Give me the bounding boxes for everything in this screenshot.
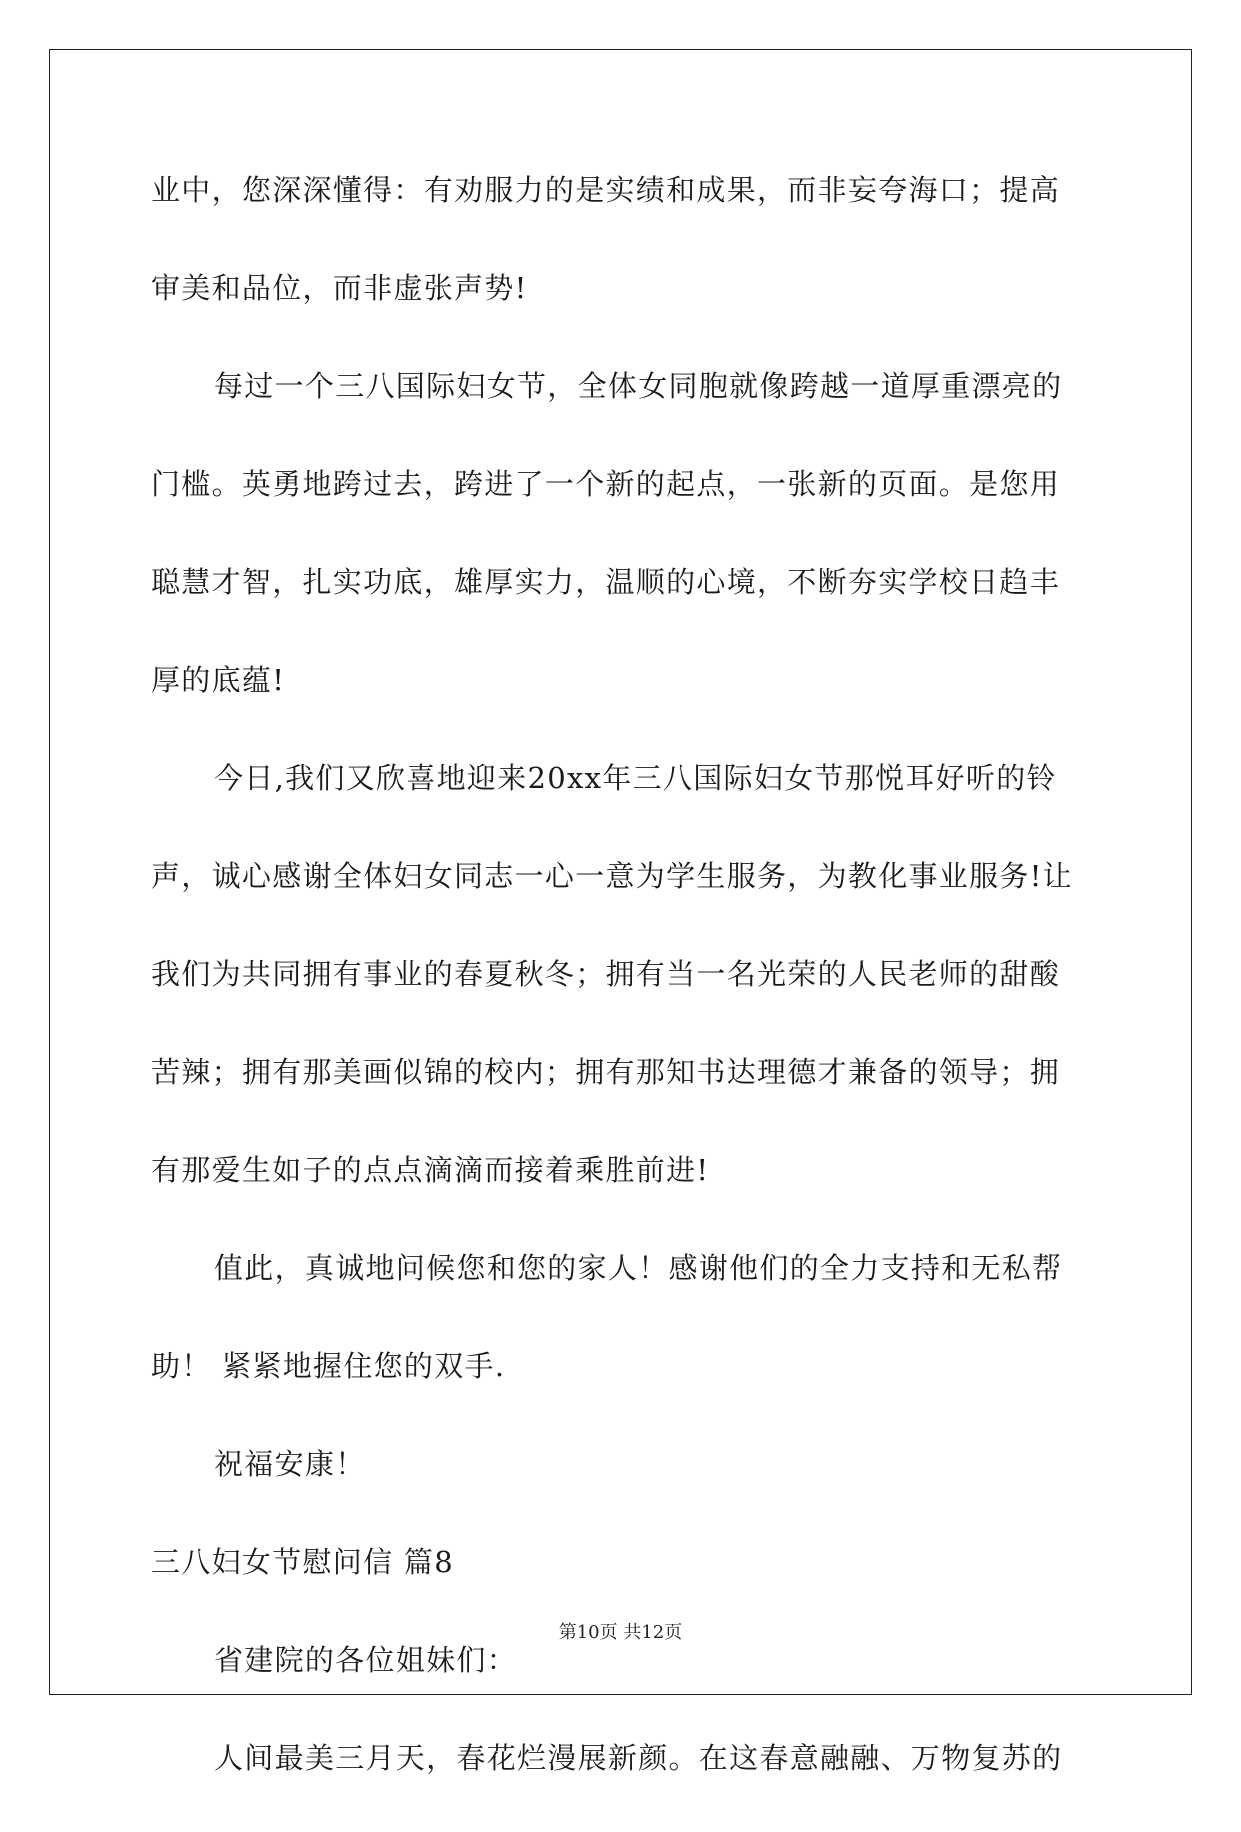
text-line: 值此，真诚地问候您和您的家人！感谢他们的全力支持和无私帮 <box>214 1251 1063 1285</box>
text-line: 苦辣；拥有那美画似锦的校内；拥有那知书达理德才兼备的领导；拥 <box>151 1055 1061 1089</box>
document-body <box>151 166 1087 1832</box>
section-heading: 三八妇女节慰问信 篇8 <box>151 1545 454 1579</box>
page-footer: 第10页 共12页 <box>558 1622 683 1643</box>
text-line: 我们为共同拥有事业的春夏秋冬；拥有当一名光荣的人民老师的甜酸 <box>151 957 1061 991</box>
text-line: 审美和品位，而非虚张声势! <box>151 271 528 305</box>
text-line: 助！ 紧紧地握住您的双手. <box>151 1349 506 1383</box>
text-line: 声，诚心感谢全体妇女同志一心一意为学生服务，为教化事业服务!让 <box>151 859 1073 893</box>
text-line: 今日,我们又欣喜地迎来20xx年三八国际妇女节那悦耳好听的铃 <box>214 761 1057 795</box>
text-line: 厚的底蕴! <box>151 663 286 697</box>
text-line: 业中，您深深懂得：有劝服力的是实绩和成果，而非妄夸海口；提高 <box>151 173 1061 207</box>
text-line: 有那爱生如子的点点滴滴而接着乘胜前进! <box>151 1153 710 1187</box>
text-line: 聪慧才智，扎实功底，雄厚实力，温顺的心境，不断夯实学校日趋丰 <box>151 565 1061 599</box>
text-line: 每过一个三八国际妇女节，全体女同胞就像跨越一道厚重漂亮的 <box>214 369 1063 403</box>
text-line: 门槛。英勇地跨过去，跨进了一个新的起点，一张新的页面。是您用 <box>151 467 1061 501</box>
text-line: 祝福安康！ <box>214 1447 366 1481</box>
salutation: 省建院的各位姐妹们： <box>214 1643 518 1677</box>
text-line: 人间最美三月天，春花烂漫展新颜。在这春意融融、万物复苏的 <box>214 1741 1063 1775</box>
